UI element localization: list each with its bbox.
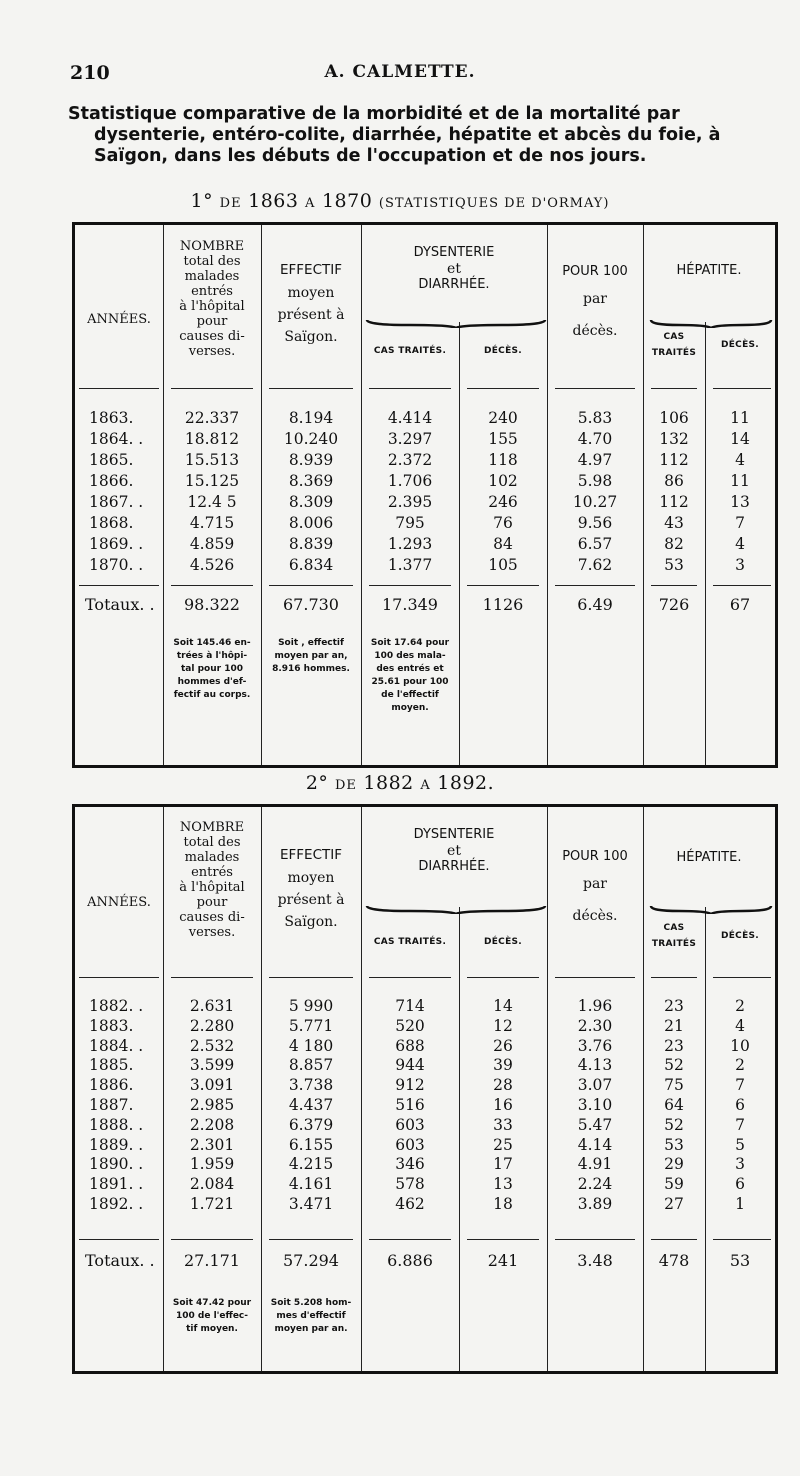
t2-cell-r3-c4: 39 — [493, 1056, 513, 1075]
t1-cell-r3-c4: 102 — [488, 472, 518, 490]
t1-hdr-pour100-1: POUR 100 — [562, 264, 628, 279]
t2-note-effectif-0: Soit 5.208 hom- — [270, 1298, 352, 1308]
t2-header-rule-2 — [269, 977, 353, 978]
t2-cell-r9-c2: 4.161 — [288, 1175, 334, 1194]
t2-totals-rule-2 — [269, 1239, 353, 1240]
t1-header-rule-3 — [369, 388, 451, 389]
t2-cell-r3-c2: 8.857 — [288, 1056, 334, 1075]
t1-cell-r4-c2: 8.309 — [288, 493, 334, 511]
t2-totals-rule-4 — [467, 1239, 539, 1240]
t2-hdr-nombre-8: verses. — [188, 925, 236, 940]
t1-hdr-deces: DÉCÈS. — [483, 346, 523, 356]
t2-totals-c4: 241 — [487, 1251, 519, 1270]
t2-cell-r2-c0: 1884. . — [89, 1036, 144, 1055]
t2-hdr-nombre-5: à l'hôpital — [179, 880, 245, 895]
section-2-a: A — [420, 778, 431, 793]
t1-hdr-nombre-1: NOMBRE — [179, 239, 245, 254]
section-1-source: (STATISTIQUES DE D'ORMAY) — [378, 196, 610, 211]
t1-hdr-dys-2: et — [447, 261, 461, 277]
t2-cell-r4-c6: 75 — [664, 1076, 684, 1095]
running-title: A. CALMETTE. — [324, 62, 476, 82]
t1-note-effectif-1: moyen par an, — [274, 651, 348, 661]
section-2-to: 1892. — [437, 772, 495, 794]
t1-cell-r4-c5: 10.27 — [572, 493, 618, 511]
t1-hdr-hep-cas-1: CAS — [663, 332, 685, 342]
t1-cell-r7-c6: 53 — [664, 556, 684, 574]
t2-cell-r5-c4: 16 — [493, 1096, 513, 1114]
t1-totals-c6: 726 — [658, 595, 690, 614]
t2-cell-r10-c5: 3.89 — [577, 1195, 613, 1213]
heading-line-1: Statistique comparative de la morbidité et de la mortalité par — [68, 104, 680, 124]
t1-totals-rule-0 — [79, 585, 159, 586]
t1-cell-r6-c4: 84 — [493, 535, 513, 553]
t1-cell-r4-c3: 2.395 — [387, 493, 433, 511]
t2-cell-r10-c4: 18 — [493, 1195, 513, 1213]
t2-cell-r1-c7: 4 — [735, 1016, 745, 1035]
t2-cell-r5-c1: 2.985 — [189, 1096, 235, 1114]
t2-cell-r4-c2: 3.738 — [288, 1076, 334, 1095]
t2-hdr-nombre-1: NOMBRE — [179, 820, 245, 835]
t1-hdr-effectif-4: Saïgon. — [284, 329, 338, 345]
t2-cell-r6-c2: 6.379 — [288, 1115, 334, 1134]
t2-cell-r1-c1: 2.280 — [189, 1016, 235, 1035]
t2-cell-r0-c4: 14 — [493, 997, 513, 1015]
t2-totals-rule-0 — [79, 1239, 159, 1240]
t1-cell-r5-c1: 4.715 — [189, 514, 235, 532]
t2-hdr-nombre-4: entrés — [191, 865, 233, 880]
t2-totals-c7: 53 — [729, 1251, 751, 1270]
t1-cell-r2-c7: 4 — [735, 451, 745, 469]
t1-cell-r5-c0: 1868. — [89, 514, 134, 532]
t2-cell-r0-c1: 2.631 — [189, 997, 235, 1015]
t1-totals-rule-4 — [467, 585, 539, 586]
t2-hdr-nombre-3: malades — [184, 850, 240, 865]
section-2-number: 2° — [305, 772, 329, 794]
t2-totals-rule-1 — [171, 1239, 253, 1240]
t1-cell-r2-c0: 1865. — [89, 451, 134, 469]
t2-cell-r1-c6: 21 — [664, 1016, 684, 1035]
t2-hdr-deces: DÉCÈS. — [483, 937, 523, 947]
t2-totals-c6: 478 — [658, 1251, 690, 1270]
t1-header-rule-0 — [79, 388, 159, 389]
t2-cell-r5-c6: 64 — [664, 1096, 684, 1114]
t2-note-nombre-2: tif moyen. — [186, 1324, 238, 1334]
t2-cell-r0-c5: 1.96 — [577, 997, 613, 1015]
t2-totals-c5: 3.48 — [577, 1251, 613, 1270]
t2-cell-r8-c4: 17 — [493, 1155, 513, 1174]
section-2-from: 1882 — [363, 772, 414, 794]
t1-totals-rule-7 — [713, 585, 771, 586]
t2-totals-c0: Totaux. . — [85, 1251, 155, 1270]
t2-cell-r8-c3: 346 — [395, 1155, 425, 1174]
t2-cell-r1-c2: 5.771 — [288, 1016, 334, 1035]
t2-cell-r4-c3: 912 — [395, 1076, 425, 1095]
t2-cell-r8-c1: 1.959 — [189, 1155, 235, 1174]
t2-cell-r1-c3: 520 — [395, 1016, 425, 1035]
section-1-number: 1° — [190, 190, 214, 212]
t2-hdr-cas-traites: CAS TRAITÉS. — [373, 937, 447, 947]
t1-cell-r1-c0: 1864. . — [89, 430, 144, 448]
t2-cell-r5-c7: 6 — [735, 1096, 745, 1114]
t2-totals-c1: 27.171 — [184, 1251, 240, 1270]
t2-header-rule-6 — [651, 977, 697, 978]
t1-cell-r5-c3: 795 — [395, 514, 425, 532]
t1-header-rule-7 — [713, 388, 771, 389]
t2-hdr-dys-2: et — [447, 843, 461, 859]
t1-cell-r3-c0: 1866. — [89, 472, 134, 490]
t1-hdr-effectif-1: EFFECTIF — [279, 262, 342, 278]
t2-cell-r5-c2: 4.437 — [288, 1096, 334, 1114]
t1-hdr-dys-1: DYSENTERIE — [413, 245, 495, 260]
t1-cell-r5-c2: 8.006 — [288, 514, 334, 532]
t2-header-rule-5 — [555, 977, 635, 978]
t2-cell-r10-c3: 462 — [395, 1195, 425, 1213]
t2-header-rule-1 — [171, 977, 253, 978]
t2-cell-r8-c6: 29 — [664, 1155, 684, 1174]
t1-cell-r4-c0: 1867. . — [89, 493, 144, 511]
t2-hdr-annees: ANNÉES. — [87, 895, 151, 910]
t1-cell-r4-c6: 112 — [659, 493, 689, 511]
t2-cell-r8-c2: 4.215 — [288, 1155, 334, 1174]
t2-cell-r1-c0: 1883. — [89, 1016, 134, 1035]
t1-cell-r0-c5: 5.83 — [577, 409, 613, 427]
t2-hdr-hep-cas-2: TRAITÉS — [651, 939, 697, 949]
t2-cell-r3-c6: 52 — [664, 1056, 684, 1075]
t2-cell-r6-c6: 52 — [664, 1115, 684, 1134]
t2-cell-r4-c4: 28 — [493, 1076, 513, 1095]
t1-cell-r3-c2: 8.369 — [288, 472, 334, 490]
t2-cell-r9-c3: 578 — [395, 1175, 425, 1194]
t2-hdr-hep-deces: DÉCÈS. — [720, 931, 760, 941]
t2-totals-rule-5 — [555, 1239, 635, 1240]
t1-cell-r3-c7: 11 — [730, 472, 750, 490]
section-1-de: DE — [219, 196, 242, 211]
t1-cell-r0-c1: 22.337 — [184, 409, 240, 427]
t1-hdr-nombre-5: à l'hôpital — [179, 299, 245, 314]
t2-cell-r6-c7: 7 — [735, 1115, 745, 1134]
t1-hdr-hep-deces: DÉCÈS. — [720, 340, 760, 350]
t2-cell-r0-c6: 23 — [664, 997, 684, 1015]
section-1-title — [0, 190, 800, 212]
section-1-from: 1863 — [248, 190, 299, 212]
t2-hdr-hep-cas-1: CAS — [663, 923, 685, 933]
t1-dys-brace — [365, 313, 547, 323]
t2-cell-r7-c0: 1889. . — [89, 1135, 144, 1154]
t1-note-effectif-0: Soit , effectif — [278, 638, 344, 648]
t1-hdr-nombre-6: pour — [196, 314, 228, 329]
t1-cell-r2-c5: 4.97 — [577, 451, 613, 469]
t2-cell-r2-c2: 4 180 — [288, 1036, 334, 1055]
t1-cell-r1-c7: 14 — [730, 430, 750, 448]
t1-cell-r6-c5: 6.57 — [577, 535, 613, 553]
t1-cell-r0-c2: 8.194 — [288, 409, 334, 427]
t2-cell-r2-c1: 2.532 — [189, 1036, 235, 1055]
t1-cell-r0-c7: 11 — [730, 409, 750, 427]
t1-note-nombre-1: trées à l'hôpi- — [176, 651, 248, 661]
t1-cell-r2-c3: 2.372 — [387, 451, 433, 469]
t2-cell-r2-c3: 688 — [395, 1036, 425, 1055]
t2-cell-r3-c1: 3.599 — [189, 1056, 235, 1075]
t1-totals-c2: 67.730 — [283, 595, 339, 614]
t2-cell-r7-c7: 5 — [735, 1135, 745, 1154]
t1-cell-r3-c6: 86 — [664, 472, 684, 490]
t2-hdr-pour100-1: POUR 100 — [562, 849, 628, 864]
t2-totals-rule-3 — [369, 1239, 451, 1240]
t1-cell-r6-c6: 82 — [664, 535, 684, 553]
t2-cell-r4-c1: 3.091 — [189, 1076, 235, 1095]
t2-cell-r9-c7: 6 — [735, 1175, 745, 1194]
t2-cell-r6-c3: 603 — [395, 1115, 425, 1134]
t2-header-rule-4 — [467, 977, 539, 978]
t1-hdr-cas-traites: CAS TRAITÉS. — [373, 346, 447, 356]
t1-header-rule-6 — [651, 388, 697, 389]
t2-cell-r10-c1: 1.721 — [189, 1195, 235, 1213]
t2-cell-r5-c0: 1887. — [89, 1096, 134, 1114]
t1-hdr-nombre-8: verses. — [188, 344, 236, 359]
t2-cell-r0-c2: 5 990 — [288, 997, 334, 1015]
t2-cell-r5-c3: 516 — [395, 1096, 425, 1114]
t1-cell-r2-c6: 112 — [659, 451, 689, 469]
t1-totals-rule-6 — [651, 585, 697, 586]
t1-hdr-nombre-4: entrés — [191, 284, 233, 299]
t2-cell-r0-c3: 714 — [395, 997, 425, 1015]
t1-hdr-pour100-2: par — [582, 291, 607, 307]
t2-dys-brace — [365, 899, 547, 909]
t2-cell-r0-c7: 2 — [735, 997, 745, 1015]
t1-cell-r5-c5: 9.56 — [577, 514, 613, 532]
t1-header-rule-4 — [467, 388, 539, 389]
t1-cell-r6-c2: 8.839 — [288, 535, 334, 553]
t2-cell-r8-c7: 3 — [735, 1155, 745, 1174]
t2-cell-r9-c1: 2.084 — [189, 1175, 235, 1194]
t2-hdr-effectif-4: Saïgon. — [284, 914, 338, 930]
t1-header-rule-5 — [555, 388, 635, 389]
t2-cell-r7-c5: 4.14 — [577, 1135, 613, 1154]
t2-cell-r7-c4: 25 — [493, 1135, 513, 1154]
table-1863-1870 — [72, 222, 778, 768]
t1-header-rule-1 — [171, 388, 253, 389]
t1-cell-r2-c1: 15.513 — [184, 451, 240, 469]
t2-hdr-hepatite: HÉPATITE. — [676, 850, 742, 865]
t2-cell-r10-c6: 27 — [664, 1195, 684, 1213]
t1-cell-r4-c1: 12.4 5 — [187, 493, 237, 511]
t1-hdr-nombre-2: total des — [183, 254, 241, 269]
t2-hdr-effectif-2: moyen — [287, 870, 335, 886]
t1-hdr-effectif-2: moyen — [287, 285, 335, 301]
t1-totals-c5: 6.49 — [577, 595, 613, 614]
t2-note-effectif-2: moyen par an. — [274, 1324, 348, 1334]
t1-cell-r6-c1: 4.859 — [189, 535, 235, 553]
t1-cell-r7-c7: 3 — [735, 556, 745, 574]
t2-cell-r8-c5: 4.91 — [577, 1155, 613, 1174]
t1-totals-rule-5 — [555, 585, 635, 586]
t1-hdr-annees: ANNÉES. — [87, 312, 151, 327]
t2-header-rule-0 — [79, 977, 159, 978]
t2-note-nombre-1: 100 de l'effec- — [175, 1311, 248, 1321]
t1-cell-r5-c6: 43 — [664, 514, 684, 532]
running-head — [0, 62, 800, 86]
t2-cell-r6-c4: 33 — [493, 1115, 513, 1134]
t2-hdr-pour100-3: décès. — [572, 908, 618, 924]
t2-hep-brace — [649, 899, 775, 909]
t1-note-nombre-4: fectif au corps. — [173, 690, 251, 700]
t1-cell-r2-c2: 8.939 — [288, 451, 334, 469]
t1-cell-r6-c0: 1869. . — [89, 535, 144, 553]
t1-hdr-pour100-3: décès. — [572, 323, 618, 339]
t2-hdr-nombre-6: pour — [196, 895, 228, 910]
t1-cell-r6-c3: 1.293 — [387, 535, 433, 553]
t2-note-effectif-1: mes d'effectif — [276, 1311, 346, 1321]
t1-note-dys-1: 100 des mala- — [374, 651, 446, 661]
t1-cell-r1-c2: 10.240 — [283, 430, 339, 448]
t2-cell-r9-c0: 1891. . — [89, 1175, 144, 1194]
t1-cell-r7-c2: 6.834 — [288, 556, 334, 574]
t1-note-dys-3: 25.61 pour 100 — [371, 677, 449, 687]
t2-cell-r1-c5: 2.30 — [577, 1016, 613, 1035]
t2-cell-r10-c0: 1892. . — [89, 1195, 144, 1213]
t2-cell-r4-c0: 1886. — [89, 1076, 134, 1095]
t1-note-dys-4: de l'effectif — [381, 690, 439, 700]
t1-totals-c0: Totaux. . — [85, 595, 155, 614]
t1-hdr-nombre-3: malades — [184, 269, 240, 284]
t1-cell-r4-c7: 13 — [730, 493, 750, 511]
t2-cell-r9-c5: 2.24 — [577, 1175, 613, 1194]
t1-totals-c4: 1126 — [482, 595, 524, 614]
t2-cell-r8-c0: 1890. . — [89, 1155, 144, 1174]
t2-hdr-dys-1: DYSENTERIE — [413, 827, 495, 842]
t1-totals-c7: 67 — [729, 595, 751, 614]
t2-cell-r3-c3: 944 — [395, 1056, 425, 1075]
t2-totals-rule-6 — [651, 1239, 697, 1240]
t2-cell-r0-c0: 1882. . — [89, 997, 144, 1015]
t1-cell-r0-c4: 240 — [488, 409, 518, 427]
t1-cell-r6-c7: 4 — [735, 535, 745, 553]
t1-cell-r4-c4: 246 — [488, 493, 518, 511]
t1-note-dys-0: Soit 17.64 pour — [370, 638, 450, 648]
t1-cell-r1-c6: 132 — [659, 430, 689, 448]
table-heading — [68, 104, 780, 167]
t2-cell-r3-c0: 1885. — [89, 1056, 134, 1075]
t2-header-rule-3 — [369, 977, 451, 978]
t1-hdr-effectif-3: présent à — [277, 307, 345, 323]
t2-cell-r3-c5: 4.13 — [577, 1056, 613, 1075]
page-number: 210 — [70, 62, 110, 84]
t1-cell-r3-c5: 5.98 — [577, 472, 613, 490]
t2-cell-r6-c1: 2.208 — [189, 1115, 235, 1134]
t2-cell-r9-c4: 13 — [493, 1175, 513, 1194]
section-2-title — [0, 772, 800, 794]
t2-cell-r2-c5: 3.76 — [577, 1036, 613, 1055]
t1-hdr-hepatite: HÉPATITE. — [676, 263, 742, 278]
t2-cell-r6-c5: 5.47 — [577, 1115, 613, 1134]
t1-hdr-nombre-7: causes di- — [179, 329, 245, 344]
t1-note-nombre-0: Soit 145.46 en- — [173, 638, 251, 648]
t1-cell-r7-c4: 105 — [488, 556, 518, 574]
t1-cell-r3-c3: 1.706 — [387, 472, 433, 490]
table-1882-1892 — [72, 804, 778, 1374]
heading-line-2: dysenterie, entéro-colite, diarrhée, hépatite et abcès du foie, à — [94, 125, 721, 145]
t1-totals-c3: 17.349 — [382, 595, 438, 614]
t2-cell-r3-c7: 2 — [735, 1056, 745, 1075]
t1-cell-r2-c4: 118 — [488, 451, 518, 469]
t2-hdr-dys-3: DIARRHÉE. — [418, 859, 490, 874]
t1-cell-r1-c4: 155 — [488, 430, 518, 448]
t2-cell-r4-c5: 3.07 — [577, 1076, 613, 1095]
t2-hdr-nombre-2: total des — [183, 835, 241, 850]
t2-cell-r7-c6: 53 — [664, 1135, 684, 1154]
t2-cell-r1-c4: 12 — [493, 1016, 513, 1035]
t2-cell-r7-c2: 6.155 — [288, 1135, 334, 1154]
t1-cell-r1-c1: 18.812 — [184, 430, 240, 448]
t1-totals-rule-2 — [269, 585, 353, 586]
t2-cell-r5-c5: 3.10 — [577, 1096, 613, 1114]
t1-cell-r1-c5: 4.70 — [577, 430, 613, 448]
t1-header-rule-2 — [269, 388, 353, 389]
t1-totals-c1: 98.322 — [184, 595, 240, 614]
t1-cell-r7-c3: 1.377 — [387, 556, 433, 574]
t2-cell-r7-c1: 2.301 — [189, 1135, 235, 1154]
t1-note-effectif-2: 8.916 hommes. — [272, 664, 350, 674]
t2-cell-r6-c0: 1888. . — [89, 1115, 144, 1134]
section-1-a: A — [305, 196, 316, 211]
t1-note-nombre-2: tal pour 100 — [181, 664, 243, 674]
t2-hdr-nombre-7: causes di- — [179, 910, 245, 925]
section-2-de: DE — [334, 778, 357, 793]
t2-cell-r4-c7: 7 — [735, 1076, 745, 1095]
t2-header-rule-7 — [713, 977, 771, 978]
t1-cell-r1-c3: 3.297 — [387, 430, 433, 448]
t1-cell-r7-c1: 4.526 — [189, 556, 235, 574]
t1-cell-r0-c3: 4.414 — [387, 409, 433, 427]
t1-note-dys-5: moyen. — [391, 703, 429, 713]
t1-cell-r5-c7: 7 — [735, 514, 745, 532]
t1-cell-r5-c4: 76 — [493, 514, 513, 532]
t2-hdr-effectif-1: EFFECTIF — [279, 847, 342, 863]
t2-cell-r10-c2: 3.471 — [288, 1195, 334, 1213]
heading-line-3: Saïgon, dans les débuts de l'occupation et de nos jours. — [94, 146, 647, 166]
t1-cell-r3-c1: 15.125 — [184, 472, 240, 490]
t2-cell-r9-c6: 59 — [664, 1175, 684, 1194]
t1-totals-rule-3 — [369, 585, 451, 586]
t2-totals-rule-7 — [713, 1239, 771, 1240]
t2-cell-r2-c6: 23 — [664, 1036, 684, 1055]
t1-totals-rule-1 — [171, 585, 253, 586]
t2-cell-r10-c7: 1 — [735, 1195, 745, 1213]
t1-cell-r0-c6: 106 — [659, 409, 689, 427]
t1-note-dys-2: des entrés et — [376, 664, 444, 674]
t1-hdr-hep-cas-2: TRAITÉS — [651, 348, 697, 358]
t1-cell-r7-c5: 7.62 — [577, 556, 613, 574]
t1-note-nombre-3: hommes d'ef- — [177, 677, 247, 687]
t2-note-nombre-0: Soit 47.42 pour — [172, 1298, 252, 1308]
t1-cell-r0-c0: 1863. — [89, 409, 134, 427]
t1-hdr-dys-3: DIARRHÉE. — [418, 277, 490, 292]
t2-cell-r2-c7: 10 — [730, 1036, 750, 1055]
t2-hdr-effectif-3: présent à — [277, 892, 345, 908]
t2-cell-r2-c4: 26 — [493, 1036, 513, 1055]
section-1-to: 1870 — [321, 190, 373, 212]
t1-hep-brace — [649, 313, 775, 323]
t2-cell-r7-c3: 603 — [395, 1135, 425, 1154]
t2-totals-c3: 6.886 — [387, 1251, 433, 1270]
t2-totals-c2: 57.294 — [283, 1251, 339, 1270]
t1-cell-r7-c0: 1870. . — [89, 556, 144, 574]
t2-hdr-pour100-2: par — [582, 876, 607, 892]
